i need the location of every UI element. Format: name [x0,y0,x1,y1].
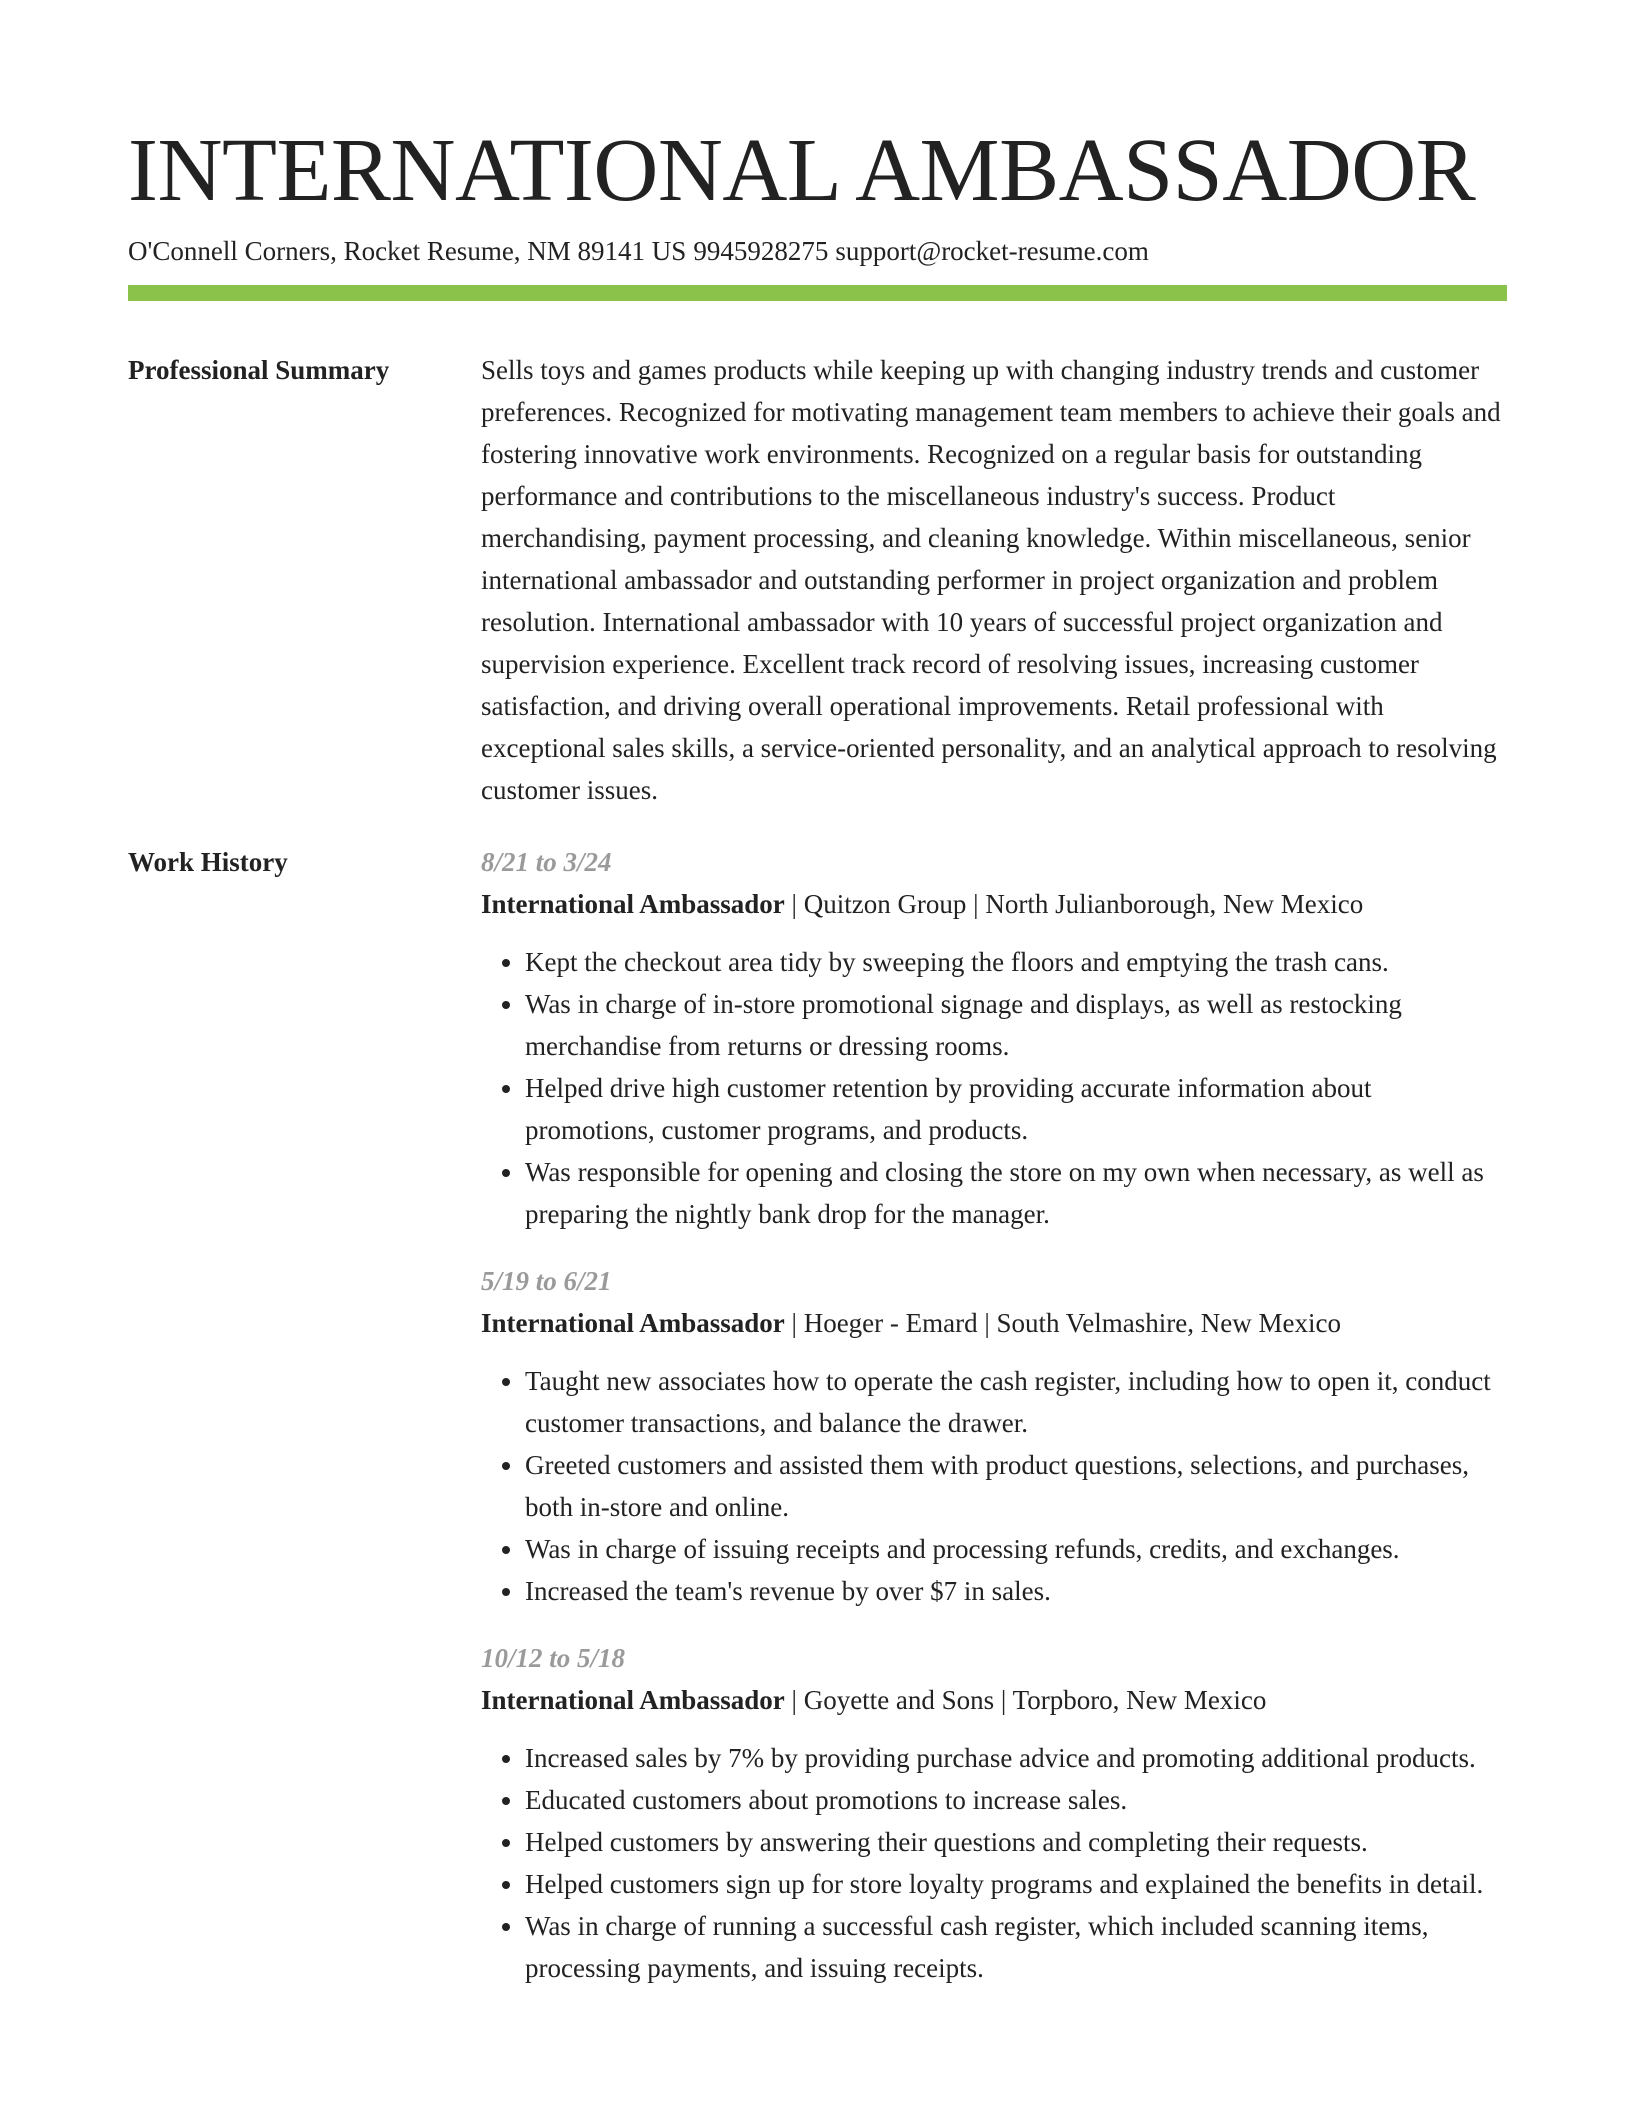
job-details: | Goyette and Sons | Torpboro, New Mexico [784,1685,1267,1715]
work-history-heading: Work History [128,847,288,877]
job-bullet: • Greeted customers and assisted them with product questions, selections, and purchases, both in-store and online. [525,1444,1507,1528]
job-dates: 8/21 to 3/24 [481,847,612,877]
job-bullet: • Helped drive high customer retention by providing accurate information about promotions, customer programs, and products. [525,1067,1507,1151]
job-bullets [481,941,1507,1235]
job-title-line [481,1302,1507,1344]
accent-divider [128,285,1507,301]
job-title: International Ambassador [481,1685,785,1715]
job-entry [481,1260,1507,1612]
job-title: International Ambassador [481,1308,785,1338]
job-bullet: • Was in charge of issuing receipts and processing refunds, credits, and exchanges. [525,1528,1507,1570]
job-bullet: • Increased the team's revenue by over $7 in sales. [525,1570,1507,1612]
summary-heading: Professional Summary [128,355,390,385]
job-details: | Quitzon Group | North Julianborough, New Mexico [784,889,1364,919]
resume-page [128,118,1507,2014]
job-dates: 5/19 to 6/21 [481,1266,612,1296]
job-bullet: • Educated customers about promotions to increase sales. [525,1779,1507,1821]
job-bullet: • Was responsible for opening and closing the store on my own when necessary, as well as preparing the nightly bank drop for the manager. [525,1151,1507,1235]
summary-section [128,349,1507,811]
contact-email: support@rocket-resume.com [835,236,1149,266]
job-bullets [481,1360,1507,1612]
job-title: International Ambassador [481,889,785,919]
job-dates: 10/12 to 5/18 [481,1643,626,1673]
job-bullet: • Helped customers sign up for store loyalty programs and explained the benefits in detail. [525,1863,1507,1905]
job-bullet: • Was in charge of running a successful cash register, which included scanning items, processing payments, and issuing receipts. [525,1905,1507,1989]
work-history-section [128,841,1507,2014]
job-title-line [481,883,1507,925]
contact-address: O'Connell Corners, Rocket Resume, NM 89141 US [128,236,687,266]
job-entry [481,841,1507,1235]
job-bullets [481,1737,1507,1989]
resume-name: INTERNATIONAL AMBASSADOR [128,121,1476,220]
job-bullet: • Was in charge of in-store promotional signage and displays, as well as restocking merchandise from returns or dressing rooms. [525,983,1507,1067]
summary-text: Sells toys and games products while keeping up with changing industry trends and customer preferences. Recognized for motivating management team members to achieve their goals and fostering innovative work environments. Recognized on a regular basis for outstanding performance and contributions to the miscellaneous industry's success. Product merchandising, payment processing, and cleaning knowledge. Within miscellaneous, senior international ambassador and outstanding performer in project organization and problem resolution. International ambassador with 10 years of successful project organization and supervision experience. Excellent track record of resolving issues, increasing customer satisfaction, and driving overall operational improvements. Retail professional with exceptional sales skills, a service-oriented personality, and an analytical approach to resolving customer issues. [481,355,1501,805]
job-details: | Hoeger - Emard | South Velmashire, New Mexico [784,1308,1341,1338]
contact-line [128,232,1507,270]
contact-phone: 9945928275 [693,236,829,266]
job-bullet: • Increased sales by 7% by providing purchase advice and promoting additional products. [525,1737,1507,1779]
job-bullet: • Kept the checkout area tidy by sweeping the floors and emptying the trash cans. [525,941,1507,983]
job-title-line [481,1679,1507,1721]
work-history-list [481,841,1507,2014]
job-bullet: • Taught new associates how to operate the cash register, including how to open it, conduct customer transactions, and balance the drawer. [525,1360,1507,1444]
job-bullet: • Helped customers by answering their questions and completing their requests. [525,1821,1507,1863]
job-entry [481,1637,1507,1989]
